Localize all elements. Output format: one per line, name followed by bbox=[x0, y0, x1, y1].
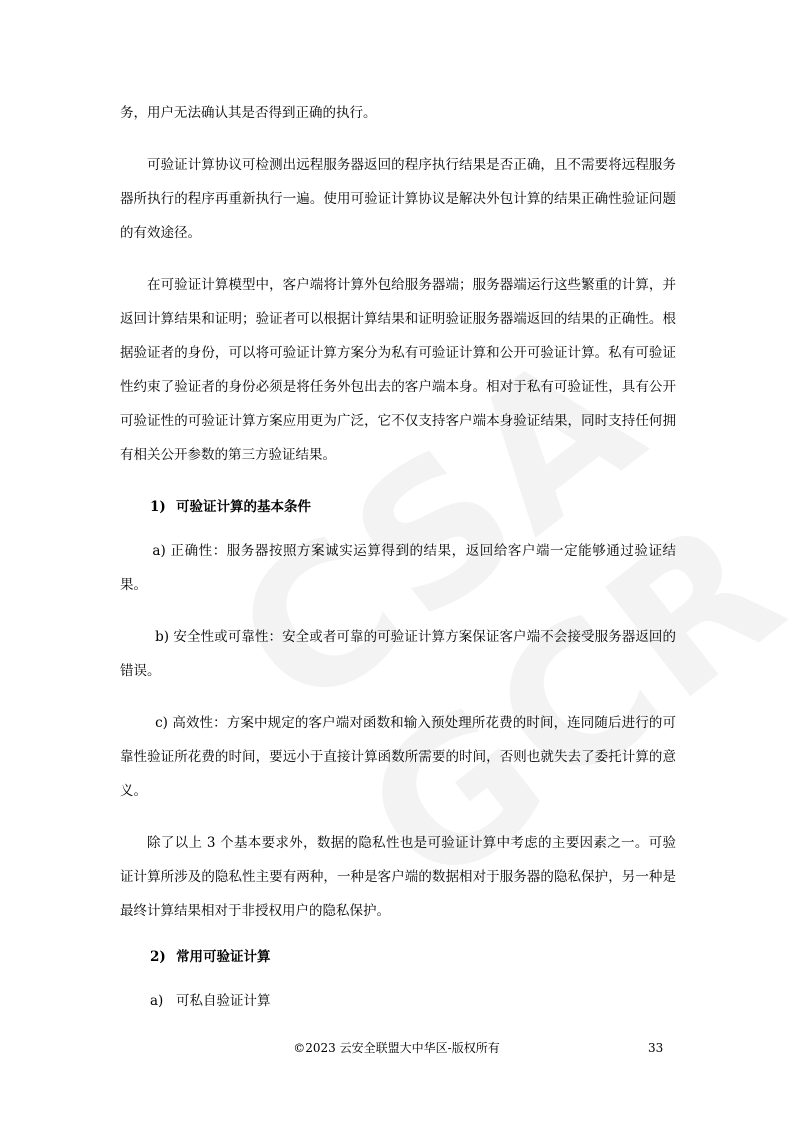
paragraph-verifiable-protocol: 可验证计算协议可检测出远程服务器返回的程序执行结果是否正确，且不需要将远程服务器所执行的程序再重新执行一遍。使用可验证计算协议是解决外包计算的结果正确性验证问题的有效途径。 bbox=[120, 157, 676, 241]
list-item-security: b) 安全性或可靠性：安全或者可靠的可验证计算方案保证客户端不会接受服务器返回的错误。 bbox=[120, 629, 676, 679]
subsection-private-verification bbox=[120, 984, 676, 1018]
section-title: 常用可验证计算 bbox=[176, 949, 271, 965]
section-number: 1) bbox=[150, 499, 166, 515]
section-title: 可验证计算的基本条件 bbox=[176, 499, 311, 515]
paragraph-privacy: 除了以上 3 个基本要求外，数据的隐私性也是可验证计算中考虑的主要因素之一。可验证计算所涉及的隐私性主要有两种，一种是客户端的数据相对于服务器的隐私保护，另一种是最终计算结果相对于非授权用户的隐私保护。 bbox=[120, 835, 676, 919]
subsection-number: a) bbox=[150, 993, 164, 1009]
section-heading-common-verifiable bbox=[120, 940, 676, 974]
subsection-title: 可私自验证计算 bbox=[176, 993, 271, 1009]
section-number: 2) bbox=[150, 949, 166, 965]
paragraph-continuation: 务，用户无法确认其是否得到正确的执行。 bbox=[120, 105, 377, 121]
page-number: 33 bbox=[648, 1041, 664, 1055]
section-heading-basic-conditions bbox=[120, 490, 676, 524]
list-item-correctness: a) 正确性：服务器按照方案诚实运算得到的结果，返回给客户端一定能够通过验证结果。 bbox=[120, 543, 676, 593]
footer-copyright: ©2023 云安全联盟大中华区-版权所有 bbox=[293, 1041, 500, 1055]
paragraph-verifiable-model: 在可验证计算模型中，客户端将计算外包给服务器端；服务器端运行这些繁重的计算，并返回计算结果和证明；验证者可以根据计算结果和证明验证服务器端返回的结果的正确性。根据验证者的身份，可以将可验证计算方案分为私有可验证计算和公开可验证计算。私有可验证性约束了验证者的身份必须是将任务外包出去的客户端本身。相对于私有可验证性，具有公开可验证性的可验证计算方案应用更为广泛，它不仅支持客户端本身验证结果，同时支持任何拥有相关公开参数的第三方验证结果。 bbox=[120, 277, 676, 463]
document-body bbox=[120, 96, 676, 1018]
list-item-efficiency: c) 高效性：方案中规定的客户端对函数和输入预处理所花费的时间，连同随后进行的可靠性验证所花费的时间，要远小于直接计算函数所需要的时间，否则也就失去了委托计算的意义。 bbox=[120, 715, 676, 799]
